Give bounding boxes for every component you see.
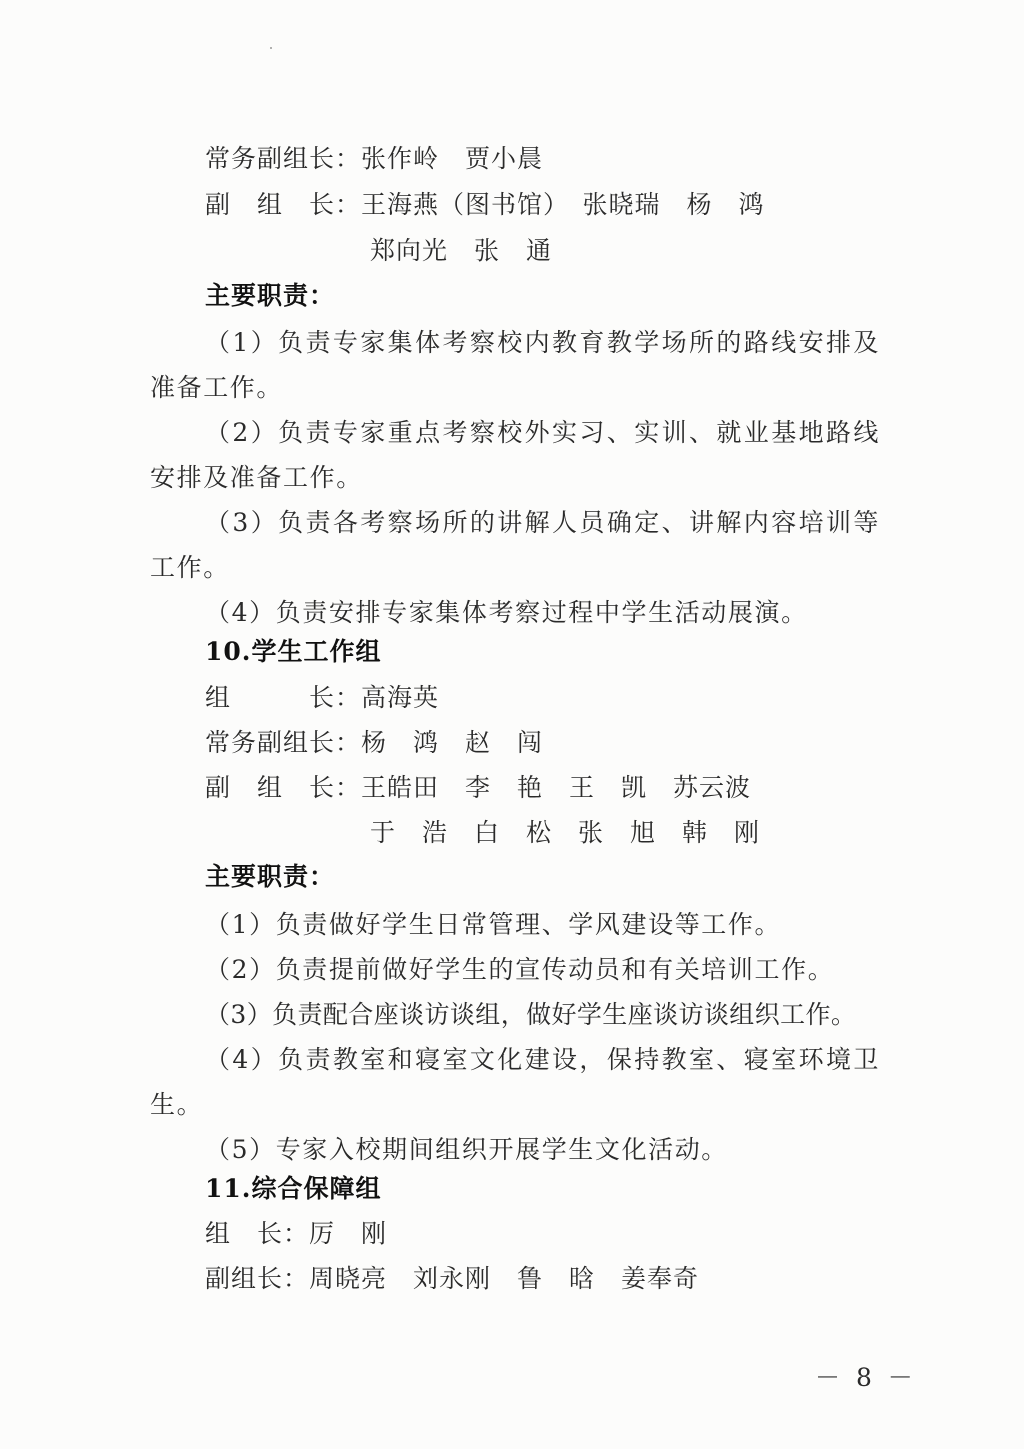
duty-item: （2）负责专家重点考察校外实习、实训、就业基地路线安排及准备工作。 [150,418,880,492]
deputy-leader-line-continued: 郑向光 张 通 [370,236,553,265]
exec-deputy-leader-line: 常务副组长：张作岭 贾小晨 [205,144,544,173]
deputy-leader-line: 副 组 长：王海燕（图书馆） 张晓瑞 杨 鸿 [205,190,765,219]
page-number: － 8 － [815,1363,917,1392]
deputy-leader-line: 副组长：周晓亮 刘永刚 鲁 晗 姜奉奇 [205,1264,700,1293]
duty-item: （5）专家入校期间组织开展学生文化活动。 [205,1135,728,1164]
duties-heading: 主要职责： [205,862,336,891]
duty-item: （1）负责专家集体考察校内教育教学场所的路线安排及准备工作。 [150,328,880,402]
deputy-leader-line-continued: 于 浩 白 松 张 旭 韩 刚 [370,818,761,847]
scan-speck [270,47,272,49]
leader-line: 组 长：厉 刚 [205,1219,388,1248]
duty-item: （3）负责各考察场所的讲解人员确定、讲解内容培训等工作。 [150,508,880,582]
duty-item: （4）负责教室和寝室文化建设，保持教室、寝室环境卫生。 [150,1045,880,1119]
duty-item: （4）负责安排专家集体考察过程中学生活动展演。 [205,598,808,627]
duty-item: （3）负责配合座谈访谈组，做好学生座谈访谈组织工作。 [205,1000,857,1029]
duties-heading: 主要职责： [205,281,336,310]
exec-deputy-leader-line: 常务副组长：杨 鸿 赵 闯 [205,728,544,757]
deputy-leader-line: 副 组 长：王皓田 李 艳 王 凯 苏云波 [205,773,752,802]
section-title: 11.综合保障组 [205,1174,382,1203]
duty-item: （1）负责做好学生日常管理、学风建设等工作。 [205,910,782,939]
leader-line: 组 长：高海英 [205,683,440,712]
section-title: 10.学生工作组 [205,637,382,666]
duty-item: （2）负责提前做好学生的宣传动员和有关培训工作。 [205,955,835,984]
